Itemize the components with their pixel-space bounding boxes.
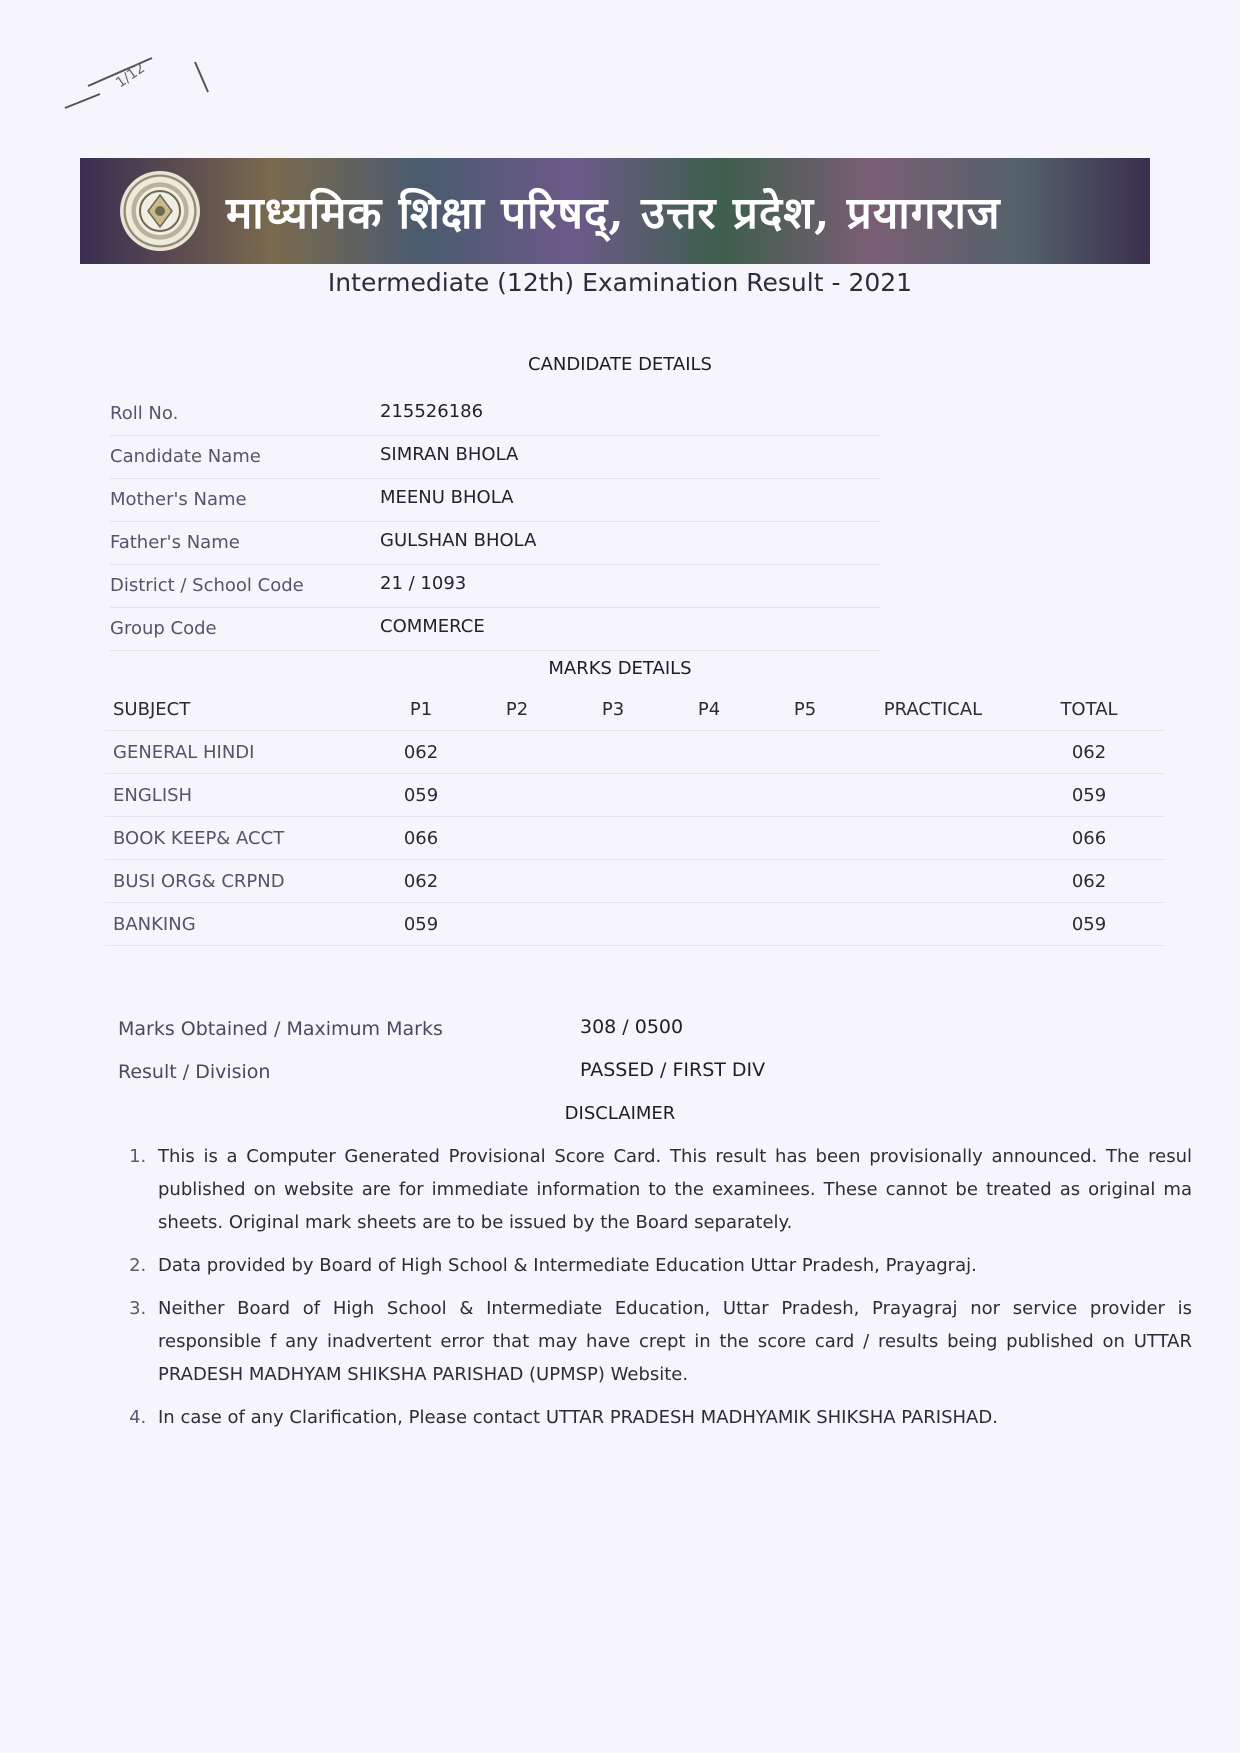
detail-label: Roll No. [110, 403, 179, 424]
practical-cell [853, 774, 1013, 817]
p3-cell [565, 774, 661, 817]
detail-row-group-code [110, 610, 880, 651]
result-division-value: PASSED / FIRST DIV [580, 1059, 766, 1081]
disclaimer-item: 2. Data provided by Board of High School & Intermediate Education Uttar Pradesh, Prayagraj. [152, 1249, 1192, 1282]
detail-row-mother-name [110, 481, 880, 522]
total-cell: 059 [1013, 774, 1165, 817]
table-row [105, 731, 1165, 774]
practical-cell [853, 860, 1013, 903]
table-row [105, 817, 1165, 860]
exam-title: Intermediate (12th) Examination Result - 2021 [327, 268, 913, 297]
candidate-details-heading: CANDIDATE DETAILS [528, 354, 712, 375]
table-row [105, 860, 1165, 903]
detail-label: Mother's Name [110, 489, 247, 510]
p4-cell [661, 903, 757, 946]
detail-value: GULSHAN BHOLA [380, 530, 537, 551]
col-p3: P3 [565, 688, 661, 731]
p1-cell: 062 [373, 731, 469, 774]
p1-cell: 059 [373, 774, 469, 817]
marks-obtained-value: 308 / 0500 [580, 1016, 684, 1038]
detail-label: Group Code [110, 618, 217, 639]
disclaimer-item: 3. Neither Board of High School & Intermediate Education, Uttar Pradesh, Prayagraj nor service provider is responsible f any inadvertent error that may have crept in the score card / results being published on UTTAR PRADESH MADHYAM SHIKSHA PARISHAD (UPMSP) Website. [152, 1292, 1192, 1391]
col-p2: P2 [469, 688, 565, 731]
marks-header-row [105, 688, 1165, 731]
detail-row-father-name [110, 524, 880, 565]
table-row [105, 774, 1165, 817]
p1-cell: 059 [373, 903, 469, 946]
subject-cell: BANKING [105, 903, 373, 946]
p5-cell [757, 817, 853, 860]
board-emblem-icon [120, 171, 200, 251]
result-division-row [110, 1053, 970, 1093]
p5-cell [757, 774, 853, 817]
detail-row-candidate-name [110, 438, 880, 479]
detail-value: SIMRAN BHOLA [380, 444, 519, 465]
table-row [105, 903, 1165, 946]
practical-cell [853, 903, 1013, 946]
p3-cell [565, 860, 661, 903]
practical-cell [853, 817, 1013, 860]
subject-cell: GENERAL HINDI [105, 731, 373, 774]
board-name: माध्यमिक शिक्षा परिषद्, उत्तर प्रदेश, प्रयागराज [226, 188, 1001, 239]
p2-cell [469, 817, 565, 860]
detail-label: Candidate Name [110, 446, 261, 467]
p4-cell [661, 860, 757, 903]
handwritten-mark [60, 40, 220, 120]
p3-cell [565, 731, 661, 774]
p2-cell [469, 774, 565, 817]
subject-cell: ENGLISH [105, 774, 373, 817]
detail-value: MEENU BHOLA [380, 487, 514, 508]
col-p4: P4 [661, 688, 757, 731]
result-division-label: Result / Division [118, 1061, 271, 1083]
disclaimer-item: 1. This is a Computer Generated Provisional Score Card. This result has been provisionally announced. The resul published on website are for immediate information to the examinees. These cannot be treated as original ma sheets. Original mark sheets are to be issued by the Board separately. [152, 1140, 1192, 1239]
p3-cell [565, 903, 661, 946]
handwritten-note: 1/12 [113, 60, 149, 92]
board-banner [80, 158, 1150, 264]
total-cell: 059 [1013, 903, 1165, 946]
marks-obtained-row [110, 1010, 970, 1050]
p1-cell: 066 [373, 817, 469, 860]
col-p5: P5 [757, 688, 853, 731]
detail-value: 215526186 [380, 401, 484, 422]
p5-cell [757, 860, 853, 903]
marks-obtained-label: Marks Obtained / Maximum Marks [118, 1018, 443, 1040]
col-p1: P1 [373, 688, 469, 731]
detail-value: COMMERCE [380, 616, 485, 637]
detail-label: District / School Code [110, 575, 304, 596]
detail-label: Father's Name [110, 532, 240, 553]
total-cell: 062 [1013, 731, 1165, 774]
p5-cell [757, 903, 853, 946]
p4-cell [661, 817, 757, 860]
practical-cell [853, 731, 1013, 774]
detail-value: 21 / 1093 [380, 573, 467, 594]
p4-cell [661, 731, 757, 774]
col-total: TOTAL [1013, 688, 1165, 731]
p3-cell [565, 817, 661, 860]
p2-cell [469, 731, 565, 774]
marks-table [105, 688, 1165, 946]
disclaimer-heading: DISCLAIMER [564, 1103, 676, 1124]
detail-row-roll-no [110, 395, 880, 436]
col-practical: PRACTICAL [853, 688, 1013, 731]
subject-cell: BOOK KEEP& ACCT [105, 817, 373, 860]
p1-cell: 062 [373, 860, 469, 903]
marks-details-heading: MARKS DETAILS [548, 658, 692, 679]
p4-cell [661, 774, 757, 817]
p2-cell [469, 860, 565, 903]
col-subject: SUBJECT [105, 688, 373, 731]
disclaimer-item: 4. In case of any Clarification, Please contact UTTAR PRADESH MADHYAMIK SHIKSHA PARISHAD. [152, 1401, 1192, 1434]
total-cell: 062 [1013, 860, 1165, 903]
detail-row-district-school-code [110, 567, 880, 608]
subject-cell: BUSI ORG& CRPND [105, 860, 373, 903]
p5-cell [757, 731, 853, 774]
disclaimer-list [120, 1140, 1192, 1444]
p2-cell [469, 903, 565, 946]
total-cell: 066 [1013, 817, 1165, 860]
